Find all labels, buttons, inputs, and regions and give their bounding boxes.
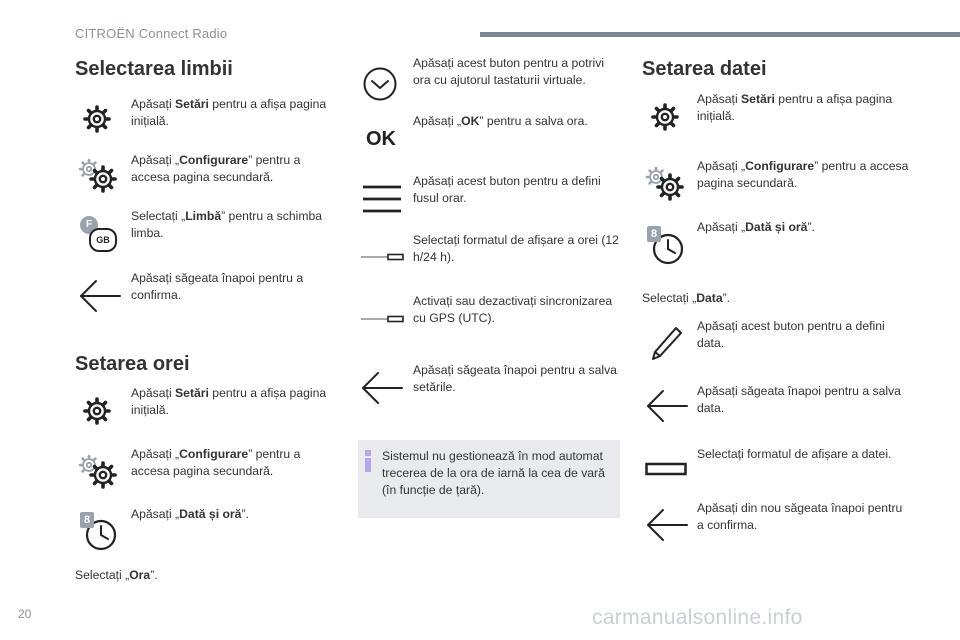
gear-icon bbox=[82, 396, 112, 426]
flag-f-badge: F bbox=[80, 216, 98, 234]
chevron-down-icon bbox=[362, 66, 398, 102]
back-arrow-icon bbox=[645, 388, 689, 424]
flag-gb-badge: GB bbox=[89, 228, 117, 252]
date-step-7-text: Apăsați din nou săgeata înapoi pentru a confirma. bbox=[697, 501, 903, 532]
time-step-6-text: Apăsați acest buton pentru a defini fusul orar. bbox=[413, 174, 601, 205]
header-title: CITROËN Connect Radio bbox=[75, 26, 228, 41]
clock-icon bbox=[80, 512, 120, 552]
language-step-2-text: Apăsați „Configurare” pentru a accesa pagina secundară. bbox=[131, 153, 301, 184]
toggle-icon bbox=[360, 314, 404, 324]
date-step-5-text: Apăsați săgeata înapoi pentru a salva data. bbox=[697, 384, 901, 415]
time-step-1-text: Apăsați Setări pentru a afișa pagina inițială. bbox=[131, 386, 327, 417]
back-arrow-icon bbox=[645, 507, 689, 543]
time-step-5-text: Apăsați „OK” pentru a salva ora. bbox=[413, 114, 588, 128]
back-arrow-icon bbox=[78, 278, 122, 314]
date-section-title: Setarea datei bbox=[642, 58, 767, 80]
info-note-text: Sistemul nu gestionează în mod automat trecerea de la ora de iarnă la cea de vară (în funcție de țară). bbox=[382, 449, 605, 497]
time-step-7-text: Selectați formatul de afișare a orei (12 h/24 h). bbox=[413, 233, 619, 264]
date-step-4-text: Apăsați acest buton pentru a defini data. bbox=[697, 319, 885, 350]
clock-badge: 8 bbox=[647, 226, 661, 242]
date-step-1-text: Apăsați Setări pentru a afișa pagina inițială. bbox=[697, 92, 893, 123]
language-flag-icon bbox=[80, 216, 116, 250]
time-section-title: Setarea orei bbox=[75, 353, 190, 375]
header-bar bbox=[480, 32, 960, 37]
ok-icon: OK bbox=[366, 128, 396, 150]
gear-icon bbox=[650, 102, 680, 132]
clock-icon bbox=[647, 226, 687, 266]
language-section-title: Selectarea limbii bbox=[75, 58, 233, 80]
info-icon bbox=[362, 450, 374, 472]
time-step-2-text: Apăsați „Configurare” pentru a accesa pagina secundară. bbox=[131, 447, 301, 478]
gear-icon bbox=[82, 104, 112, 134]
toggle-icon bbox=[360, 252, 404, 262]
time-step-4-text: Apăsați acest buton pentru a potrivi ora cu ajutorul tastaturii virtuale. bbox=[413, 56, 605, 87]
page-number: 20 bbox=[18, 607, 32, 621]
language-step-3-text: Selectați „Limbă” pentru a schimba limba. bbox=[131, 209, 323, 240]
time-step-9-text: Apăsați săgeata înapoi pentru a salva setările. bbox=[413, 363, 617, 394]
date-step-2-text: Apăsați „Configurare” pentru a accesa pagina secundară. bbox=[697, 159, 909, 190]
date-step-3-text: Apăsați „Dată și oră”. bbox=[697, 220, 815, 234]
time-select-line: Selectați „Ora”. bbox=[75, 568, 158, 582]
double-gear-icon bbox=[78, 158, 118, 194]
pencil-icon bbox=[648, 324, 684, 364]
date-step-6-text: Selectați formatul de afișare a datei. bbox=[697, 447, 892, 461]
double-gear-icon bbox=[645, 166, 685, 202]
back-arrow-icon bbox=[360, 370, 404, 406]
date-select-line: Selectați „Data”. bbox=[642, 291, 731, 305]
clock-badge: 8 bbox=[80, 512, 94, 528]
watermark: carmanualsonline.info bbox=[592, 606, 803, 629]
time-step-8-text: Activați sau dezactivați sincronizarea cu GPS (UTC). bbox=[413, 294, 613, 325]
menu-icon bbox=[362, 183, 402, 215]
double-gear-icon bbox=[78, 454, 118, 490]
format-bar-icon bbox=[645, 462, 687, 476]
language-step-4-text: Apăsați săgeata înapoi pentru a confirma. bbox=[131, 271, 304, 302]
language-step-1-text: Apăsați Setări pentru a afișa pagina inițială. bbox=[131, 97, 327, 128]
time-step-3-text: Apăsați „Dată și oră”. bbox=[131, 507, 249, 521]
